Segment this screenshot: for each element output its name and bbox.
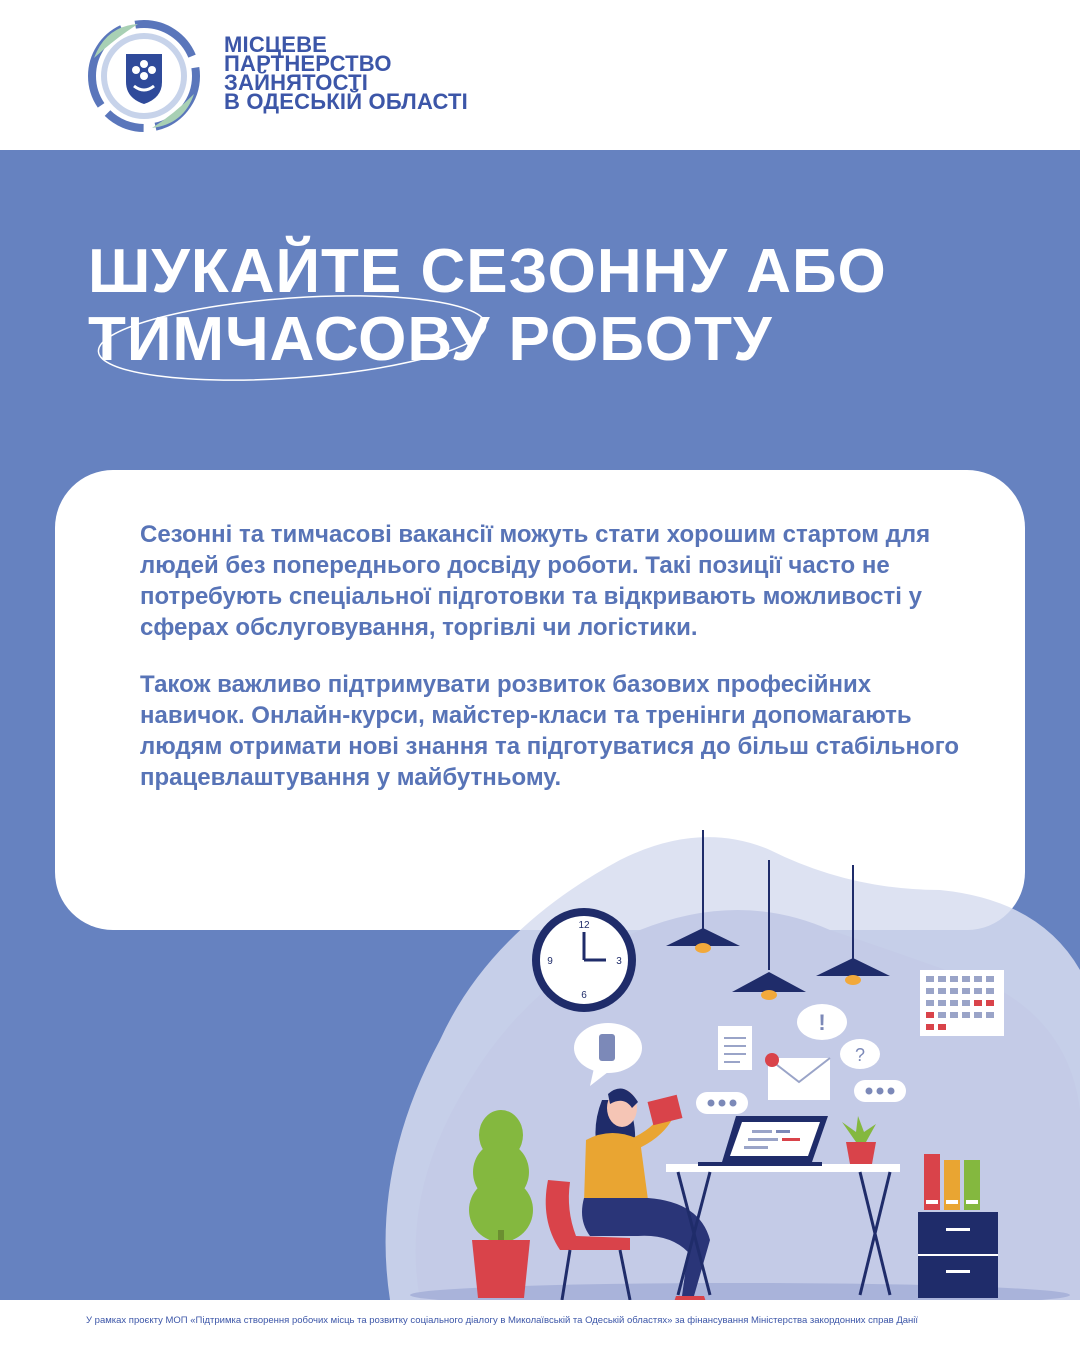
typing-bubble-icon-2 <box>854 1080 906 1102</box>
question-mark: ? <box>854 1045 866 1065</box>
info-card-text <box>140 519 980 819</box>
logo-line-4: В ОДЕСЬКІЙ ОБЛАСТІ <box>224 89 468 114</box>
office-worker-illustration <box>380 790 1080 1300</box>
calendar-icon <box>920 970 1004 1036</box>
funding-footnote: У рамках проєкту МОП «Підтримка створення робочих місць та розвитку соціального діалогу в Миколаївській та Одеській областях» за фінансування Міністерства закордонних справ Данії <box>86 1315 919 1326</box>
partnership-logo-icon <box>86 18 202 134</box>
header <box>0 0 1080 150</box>
clock-number-12: 12 <box>578 920 590 931</box>
binders-icon <box>924 1154 980 1210</box>
exclamation-bubble-icon <box>797 1004 847 1040</box>
title-line-1: ШУКАЙТЕ СЕЗОННУ АБО <box>88 237 887 306</box>
logo-line-3: ЗАЙНЯТОСТІ <box>224 70 369 95</box>
title-line-2: ТИМЧАСОВУ РОБОТУ <box>88 305 773 374</box>
clock-icon <box>532 908 636 1012</box>
exclamation-mark: ! <box>818 1010 826 1035</box>
email-icon <box>765 1053 830 1100</box>
question-bubble-icon <box>840 1039 880 1069</box>
info-paragraph-1: Сезонні та тимчасові вакансії можуть стати хорошим стартом для людей без попереднього досвіду роботи. Такі позиції часто не потребують спеціальної підготовки та відкривають можливості у сферах обслуговування, торгівлі чи логістики. <box>140 521 931 641</box>
clock-number-3: 3 <box>616 956 622 967</box>
file-cabinet-icon <box>918 1212 998 1298</box>
partnership-name <box>224 32 468 114</box>
logo-line-2: ПАРТНЕРСТВО <box>224 51 392 76</box>
title-highlight-oval <box>92 290 492 385</box>
clock-number-6: 6 <box>581 990 587 1001</box>
document-icon <box>718 1026 752 1070</box>
info-paragraph-2: Також важливо підтримувати розвиток базових професійних навичок. Онлайн-курси, майстер-класи та тренінги допомагають людям отримати нові знання та підготуватися до більш стабільного працевлаштування у майбутньому. <box>140 671 960 791</box>
clock-number-9: 9 <box>547 956 553 967</box>
typing-bubble-icon <box>696 1092 748 1114</box>
logo-line-1: МІСЦЕВЕ <box>224 32 328 57</box>
